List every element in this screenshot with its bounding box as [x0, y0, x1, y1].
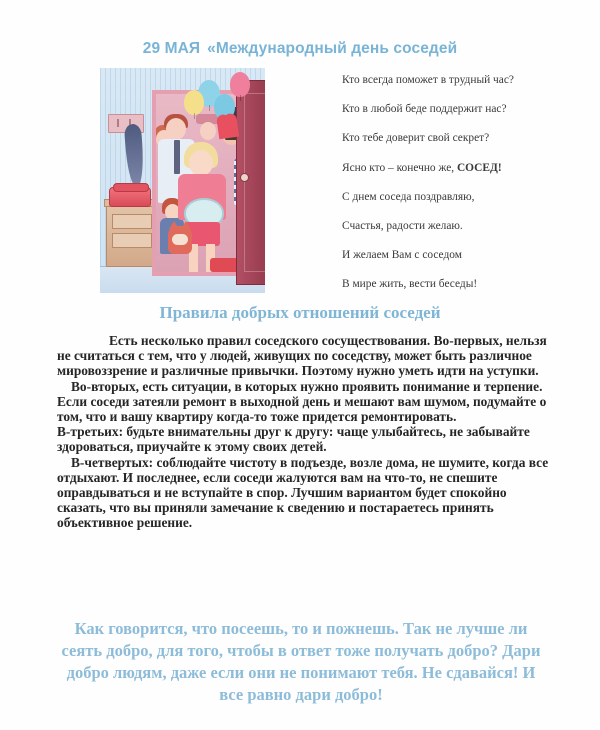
- illustration: [100, 68, 265, 293]
- nightstand: [106, 203, 158, 267]
- red-rug: [210, 258, 236, 272]
- door-knob-icon: [240, 173, 249, 182]
- poem-line-text: В мире жить, вести беседы!: [342, 278, 478, 291]
- poem-line: [342, 220, 592, 233]
- poem-line: [342, 74, 592, 87]
- body-copy: [57, 333, 551, 531]
- poem-line-text: Кто тебе доверит свой секрет?: [342, 132, 490, 145]
- nightstand-drawer: [112, 233, 152, 248]
- cat-face: [172, 234, 188, 245]
- head: [189, 150, 213, 176]
- poem-line: [342, 162, 592, 175]
- title-name: «Международный день соседей: [207, 40, 458, 57]
- body-paragraph: В-четвертых: соблюдайте чистоту в подъезде, возле дома, не шумите, когда все отдыхают. И последнее, если соседи жалуются вам на что-то, не спешите оправдываться и не вступайте в спор. Лучшим вариантом будет спокойно сказать, что вы приняли замечание к сведению и постараетесь принять объективное решение.: [57, 454, 549, 531]
- open-door-panel: [236, 80, 265, 285]
- body-paragraph: Во-вторых, есть ситуации, в которых нужно проявить понимание и терпение. Если соседи затеяли ремонт в выходной день и мешают вам шумом, подумайте о том, что и вашу квартиру когда-то тоже придется ремонтировать.: [57, 378, 547, 425]
- telephone-icon: [109, 187, 151, 207]
- poem-line-text: И желаем Вам с соседом: [342, 249, 462, 262]
- poem-line-text: Кто в любой беде поддержит нас?: [342, 103, 507, 116]
- poem-line: [342, 278, 592, 291]
- necktie: [174, 140, 180, 174]
- poem-line: [342, 132, 592, 145]
- head: [166, 118, 186, 140]
- illustration-scene: [100, 68, 265, 293]
- poem-line: [342, 191, 592, 204]
- poem-line-emphasis: СОСЕД!: [456, 161, 502, 174]
- page-title: [0, 40, 600, 58]
- balloon-icon: [230, 72, 250, 97]
- poem-line: [342, 249, 592, 262]
- nightstand-drawer: [112, 214, 152, 229]
- poem-line-text: Кто всегда поможет в трудный час?: [342, 74, 514, 86]
- closing-message: Как говорится, что посеешь, то и пожнешь. Так не лучше ли сеять добро, для того, чтобы в ответ тоже получать добро? Дари добро людям, даже если они не понимают тебя. Не сдавайся! И все равно дари добро!: [61, 619, 541, 704]
- section-heading: Правила добрых отношений соседей: [159, 303, 441, 322]
- body-paragraph: В-третьих: будьте внимательны друг к другу: чаще улыбайтесь, не забывайте здороваться, приучайте к этому своих детей.: [57, 424, 530, 455]
- poem-block: [342, 74, 592, 308]
- heart-balloon-icon: [217, 119, 239, 140]
- poem-line-text: Ясно кто – конечно же,: [342, 161, 457, 174]
- poem-line-text: С днем соседа поздравляю,: [342, 190, 475, 203]
- body-paragraph: Есть несколько правил соседского сосуществования. Во-первых, нельзя не считаться с тем, что у людей, живущих по соседству, может быть различное мировоззрение и различные привычки. Поэтому нужно уметь идти на уступки.: [57, 333, 547, 379]
- balloon-icon: [184, 90, 204, 115]
- cat-icon: [168, 226, 192, 254]
- head: [200, 122, 216, 140]
- poem-line: [342, 103, 592, 116]
- poem-line-text: Счастья, радости желаю.: [342, 219, 463, 232]
- title-date: 29 МАЯ: [142, 40, 201, 57]
